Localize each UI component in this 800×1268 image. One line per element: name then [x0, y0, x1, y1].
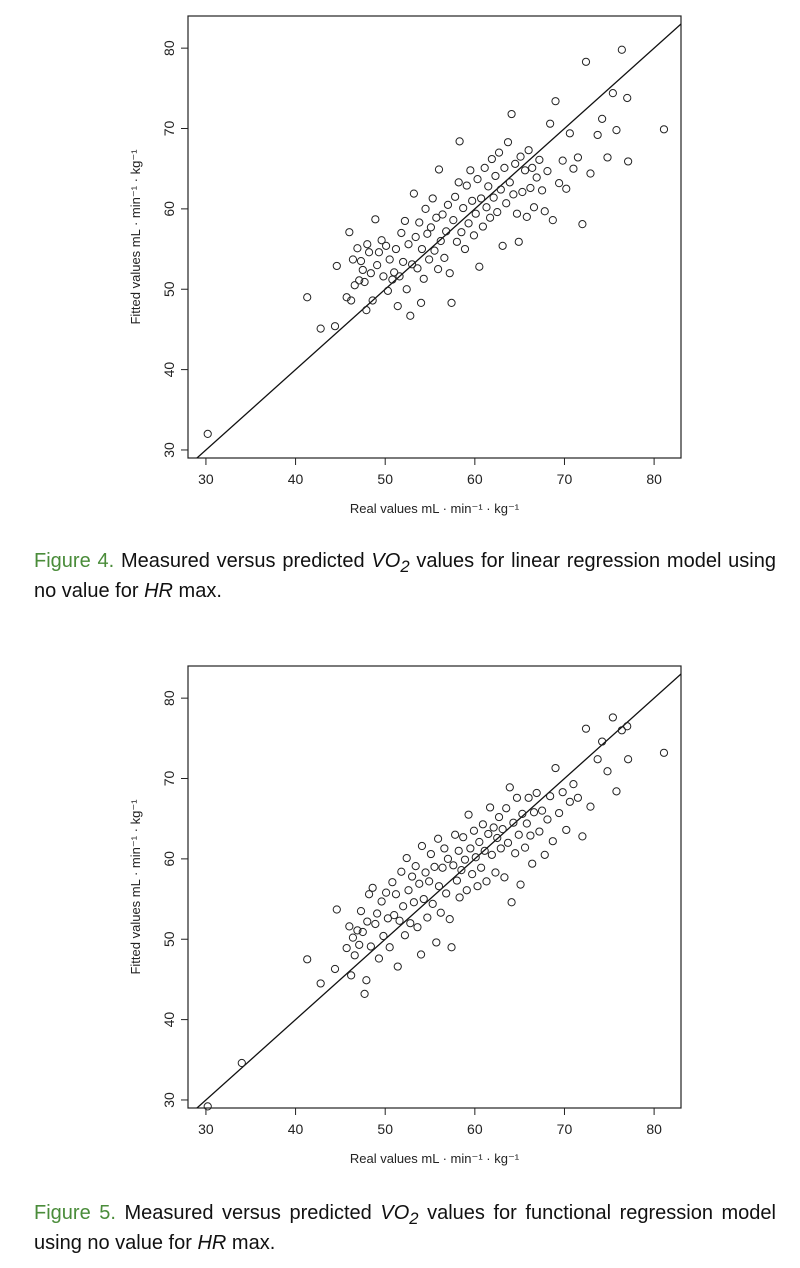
- data-point: [398, 868, 405, 875]
- data-point: [594, 756, 601, 763]
- data-point: [501, 164, 508, 171]
- plot-frame: [188, 666, 681, 1108]
- data-point: [412, 863, 419, 870]
- figure-5: [0, 650, 800, 1268]
- caption-label: Figure 5.: [34, 1202, 116, 1224]
- data-point: [476, 838, 483, 845]
- figure-caption: [34, 549, 776, 603]
- data-point: [515, 831, 522, 838]
- data-point: [538, 187, 545, 194]
- data-point: [460, 834, 467, 841]
- data-point: [515, 238, 522, 245]
- data-point: [469, 871, 476, 878]
- data-point: [519, 188, 526, 195]
- data-point: [563, 826, 570, 833]
- data-point: [624, 94, 631, 101]
- caption-text: Measured versus predicted: [120, 550, 365, 572]
- data-point: [374, 262, 381, 269]
- data-point: [538, 807, 545, 814]
- data-point: [407, 920, 414, 927]
- y-tick-label: 40: [161, 361, 177, 378]
- data-point: [512, 160, 519, 167]
- figure-4: [0, 0, 800, 620]
- data-point: [429, 900, 436, 907]
- data-point: [238, 1059, 245, 1066]
- data-point: [490, 824, 497, 831]
- data-point: [460, 204, 467, 211]
- data-point: [420, 895, 427, 902]
- data-point: [486, 804, 493, 811]
- data-point: [624, 723, 631, 730]
- data-point: [517, 881, 524, 888]
- y-axis-label: Fitted values mL · min⁻¹ · kg⁻¹: [128, 799, 143, 975]
- data-point: [456, 138, 463, 145]
- data-point: [384, 287, 391, 294]
- x-tick-label: 50: [377, 1121, 393, 1137]
- data-point: [405, 241, 412, 248]
- data-point: [549, 217, 556, 224]
- caption-variable: $VO_2$: [380, 1202, 419, 1228]
- x-tick-label: 80: [646, 471, 662, 487]
- data-point: [349, 256, 356, 263]
- x-tick-label: 30: [198, 1121, 214, 1137]
- data-point: [380, 273, 387, 280]
- data-point: [497, 186, 504, 193]
- data-point: [456, 894, 463, 901]
- y-tick-label: 50: [161, 281, 177, 298]
- data-point: [499, 242, 506, 249]
- data-point: [391, 912, 398, 919]
- data-point: [506, 179, 513, 186]
- data-point: [437, 909, 444, 916]
- data-point: [492, 172, 499, 179]
- data-point: [392, 891, 399, 898]
- caption-variable: $VO_2$: [371, 550, 410, 576]
- data-point: [495, 813, 502, 820]
- data-point: [367, 943, 374, 950]
- data-point: [349, 934, 356, 941]
- data-point: [478, 195, 485, 202]
- data-point: [587, 170, 594, 177]
- data-point: [508, 110, 515, 117]
- data-point: [317, 325, 324, 332]
- data-point: [333, 906, 340, 913]
- data-point: [469, 197, 476, 204]
- data-point: [412, 233, 419, 240]
- data-point: [414, 265, 421, 272]
- data-point: [439, 864, 446, 871]
- data-point: [204, 1103, 211, 1110]
- y-tick-label: 80: [161, 40, 177, 56]
- data-point: [348, 972, 355, 979]
- data-point: [389, 879, 396, 886]
- data-point: [476, 263, 483, 270]
- data-point: [544, 816, 551, 823]
- data-point: [446, 916, 453, 923]
- data-point: [386, 944, 393, 951]
- data-point: [417, 951, 424, 958]
- y-tick-label: 80: [161, 690, 177, 706]
- data-point: [410, 190, 417, 197]
- x-axis-label: Real values mL · min⁻¹ · kg⁻¹: [349, 1151, 520, 1166]
- x-tick-label: 60: [467, 1121, 483, 1137]
- data-point: [529, 860, 536, 867]
- data-point: [426, 256, 433, 263]
- data-point: [351, 952, 358, 959]
- y-axis-label: Fitted values mL · min⁻¹ · kg⁻¹: [128, 149, 143, 325]
- data-point: [354, 245, 361, 252]
- data-point: [488, 851, 495, 858]
- data-point: [604, 768, 611, 775]
- data-point: [512, 850, 519, 857]
- data-point: [566, 130, 573, 137]
- data-point: [448, 299, 455, 306]
- data-point: [364, 918, 371, 925]
- data-point: [435, 166, 442, 173]
- data-point: [416, 880, 423, 887]
- data-point: [599, 115, 606, 122]
- data-point: [407, 312, 414, 319]
- caption-text: max.: [231, 1232, 276, 1254]
- x-tick-label: 50: [377, 471, 393, 487]
- data-point: [434, 266, 441, 273]
- data-point: [552, 764, 559, 771]
- y-tick-label: 60: [161, 851, 177, 867]
- data-point: [470, 232, 477, 239]
- data-point: [364, 241, 371, 248]
- data-point: [375, 249, 382, 256]
- data-point: [467, 845, 474, 852]
- data-point: [394, 303, 401, 310]
- data-point: [382, 242, 389, 249]
- data-point: [587, 803, 594, 810]
- data-point: [444, 201, 451, 208]
- x-tick-label: 70: [556, 471, 573, 487]
- data-point: [369, 884, 376, 891]
- data-point: [625, 158, 632, 165]
- data-point: [333, 262, 340, 269]
- x-tick-label: 40: [287, 1121, 304, 1137]
- plot-frame: [188, 16, 681, 458]
- data-point: [346, 229, 353, 236]
- caption-text: max.: [178, 580, 222, 602]
- data-point: [357, 258, 364, 265]
- data-point: [351, 282, 358, 289]
- data-point: [613, 127, 620, 134]
- data-point: [363, 977, 370, 984]
- data-point: [549, 838, 556, 845]
- data-point: [533, 789, 540, 796]
- data-point: [452, 193, 459, 200]
- data-point: [479, 821, 486, 828]
- data-point: [401, 932, 408, 939]
- data-point: [465, 220, 472, 227]
- data-point: [461, 245, 468, 252]
- data-point: [552, 98, 559, 105]
- data-point: [521, 167, 528, 174]
- data-point: [408, 873, 415, 880]
- y-tick-label: 30: [161, 1092, 177, 1108]
- data-point: [400, 903, 407, 910]
- data-point: [431, 863, 438, 870]
- data-point: [544, 168, 551, 175]
- data-point: [470, 827, 477, 834]
- caption-text: values for linear regression model using no value for: [34, 550, 776, 602]
- data-point: [424, 914, 431, 921]
- data-point: [463, 887, 470, 894]
- scatter-plot-figure-5: [0, 650, 800, 1180]
- data-point: [510, 191, 517, 198]
- data-point: [444, 855, 451, 862]
- data-point: [618, 46, 625, 53]
- data-point: [461, 856, 468, 863]
- caption-label: Figure 4.: [34, 550, 115, 572]
- x-axis-label: Real values mL · min⁻¹ · kg⁻¹: [349, 501, 520, 516]
- data-point: [386, 256, 393, 263]
- y-tick-label: 30: [161, 442, 177, 458]
- data-point: [372, 216, 379, 223]
- y-tick-label: 70: [161, 770, 177, 787]
- data-point: [443, 890, 450, 897]
- data-point: [374, 910, 381, 917]
- data-point: [508, 899, 515, 906]
- data-point: [530, 204, 537, 211]
- data-point: [343, 944, 350, 951]
- x-tick-label: 60: [467, 471, 483, 487]
- data-point: [609, 714, 616, 721]
- data-point: [416, 219, 423, 226]
- data-point: [420, 275, 427, 282]
- data-point: [483, 204, 490, 211]
- data-point: [357, 908, 364, 915]
- data-point: [204, 430, 211, 437]
- data-point: [363, 307, 370, 314]
- data-point: [331, 965, 338, 972]
- data-point: [394, 963, 401, 970]
- data-point: [417, 299, 424, 306]
- data-point: [418, 245, 425, 252]
- data-point: [582, 58, 589, 65]
- data-point: [478, 864, 485, 871]
- data-point: [479, 223, 486, 230]
- data-point: [403, 286, 410, 293]
- data-point: [579, 221, 586, 228]
- data-point: [625, 756, 632, 763]
- data-point: [541, 851, 548, 858]
- data-point: [485, 183, 492, 190]
- reference-line: [188, 16, 690, 466]
- data-point: [523, 820, 530, 827]
- data-point: [410, 899, 417, 906]
- data-point: [427, 850, 434, 857]
- data-point: [450, 862, 457, 869]
- data-point: [527, 184, 534, 191]
- data-point: [453, 877, 460, 884]
- data-point: [570, 165, 577, 172]
- data-point: [401, 217, 408, 224]
- caption-variable: HR: [144, 580, 173, 602]
- data-point: [555, 809, 562, 816]
- data-point: [474, 883, 481, 890]
- data-point: [400, 258, 407, 265]
- data-point: [429, 195, 436, 202]
- reference-line: [188, 666, 690, 1116]
- data-point: [527, 832, 534, 839]
- data-point: [403, 854, 410, 861]
- data-point: [380, 932, 387, 939]
- data-point: [559, 157, 566, 164]
- data-point: [547, 793, 554, 800]
- data-point: [604, 154, 611, 161]
- data-point: [497, 845, 504, 852]
- data-point: [467, 167, 474, 174]
- data-point: [536, 156, 543, 163]
- data-point: [448, 944, 455, 951]
- data-point: [474, 176, 481, 183]
- data-point: [422, 205, 429, 212]
- data-point: [563, 185, 570, 192]
- data-point: [536, 828, 543, 835]
- data-point: [361, 990, 368, 997]
- data-point: [465, 811, 472, 818]
- data-point: [458, 229, 465, 236]
- data-point: [609, 90, 616, 97]
- data-point: [452, 831, 459, 838]
- data-point: [392, 245, 399, 252]
- data-point: [582, 725, 589, 732]
- data-point: [492, 869, 499, 876]
- data-point: [481, 164, 488, 171]
- data-point: [547, 120, 554, 127]
- data-point: [331, 323, 338, 330]
- data-point: [453, 238, 460, 245]
- data-point: [382, 889, 389, 896]
- data-point: [418, 842, 425, 849]
- data-point: [435, 883, 442, 890]
- data-point: [541, 208, 548, 215]
- data-point: [579, 833, 586, 840]
- data-point: [525, 794, 532, 801]
- data-point: [441, 845, 448, 852]
- data-point: [488, 155, 495, 162]
- data-point: [574, 154, 581, 161]
- data-point: [422, 869, 429, 876]
- data-point: [378, 898, 385, 905]
- data-point: [434, 835, 441, 842]
- data-point: [446, 270, 453, 277]
- data-point: [495, 149, 502, 156]
- data-point: [501, 874, 508, 881]
- data-point: [566, 798, 573, 805]
- data-point: [367, 270, 374, 277]
- data-point: [533, 174, 540, 181]
- data-point: [485, 830, 492, 837]
- data-point: [398, 229, 405, 236]
- data-point: [433, 939, 440, 946]
- data-point: [365, 249, 372, 256]
- caption-variable: HR: [197, 1232, 227, 1254]
- data-point: [372, 920, 379, 927]
- y-tick-label: 50: [161, 931, 177, 948]
- data-point: [513, 210, 520, 217]
- data-point: [525, 147, 532, 154]
- y-tick-label: 40: [161, 1011, 177, 1028]
- data-point: [304, 956, 311, 963]
- x-tick-label: 40: [287, 471, 304, 487]
- data-point: [503, 200, 510, 207]
- y-tick-label: 60: [161, 201, 177, 217]
- data-point: [513, 794, 520, 801]
- data-point: [427, 224, 434, 231]
- data-point: [559, 789, 566, 796]
- data-point: [660, 126, 667, 133]
- data-point: [521, 844, 528, 851]
- data-point: [490, 194, 497, 201]
- data-point: [529, 164, 536, 171]
- data-point: [613, 788, 620, 795]
- data-point: [523, 213, 530, 220]
- data-point: [499, 826, 506, 833]
- data-point: [503, 805, 510, 812]
- x-tick-label: 70: [556, 1121, 573, 1137]
- data-point: [463, 182, 470, 189]
- data-point: [304, 294, 311, 301]
- data-point: [660, 749, 667, 756]
- caption-text: values for functional regression model using no value for: [34, 1202, 776, 1254]
- data-point: [346, 923, 353, 930]
- data-point: [486, 214, 493, 221]
- data-point: [472, 210, 479, 217]
- data-point: [506, 784, 513, 791]
- data-point: [414, 924, 421, 931]
- x-tick-label: 80: [646, 1121, 662, 1137]
- data-point: [504, 839, 511, 846]
- data-point: [555, 180, 562, 187]
- figure-caption: [34, 1201, 776, 1255]
- data-point: [455, 179, 462, 186]
- data-point: [450, 217, 457, 224]
- data-point: [517, 153, 524, 160]
- caption-text: Measured versus predicted: [124, 1202, 372, 1224]
- data-point: [594, 131, 601, 138]
- scatter-plot-figure-4: [0, 0, 800, 530]
- data-point: [570, 781, 577, 788]
- data-point: [375, 955, 382, 962]
- data-point: [494, 208, 501, 215]
- data-point: [356, 941, 363, 948]
- data-point: [504, 139, 511, 146]
- y-tick-label: 70: [161, 120, 177, 137]
- x-tick-label: 30: [198, 471, 214, 487]
- data-point: [359, 266, 366, 273]
- data-point: [530, 809, 537, 816]
- data-point: [439, 211, 446, 218]
- data-point: [396, 917, 403, 924]
- data-point: [426, 878, 433, 885]
- data-point: [405, 887, 412, 894]
- data-point: [441, 254, 448, 261]
- data-point: [483, 878, 490, 885]
- data-point: [431, 247, 438, 254]
- data-point: [455, 847, 462, 854]
- data-point: [317, 980, 324, 987]
- data-point: [574, 794, 581, 801]
